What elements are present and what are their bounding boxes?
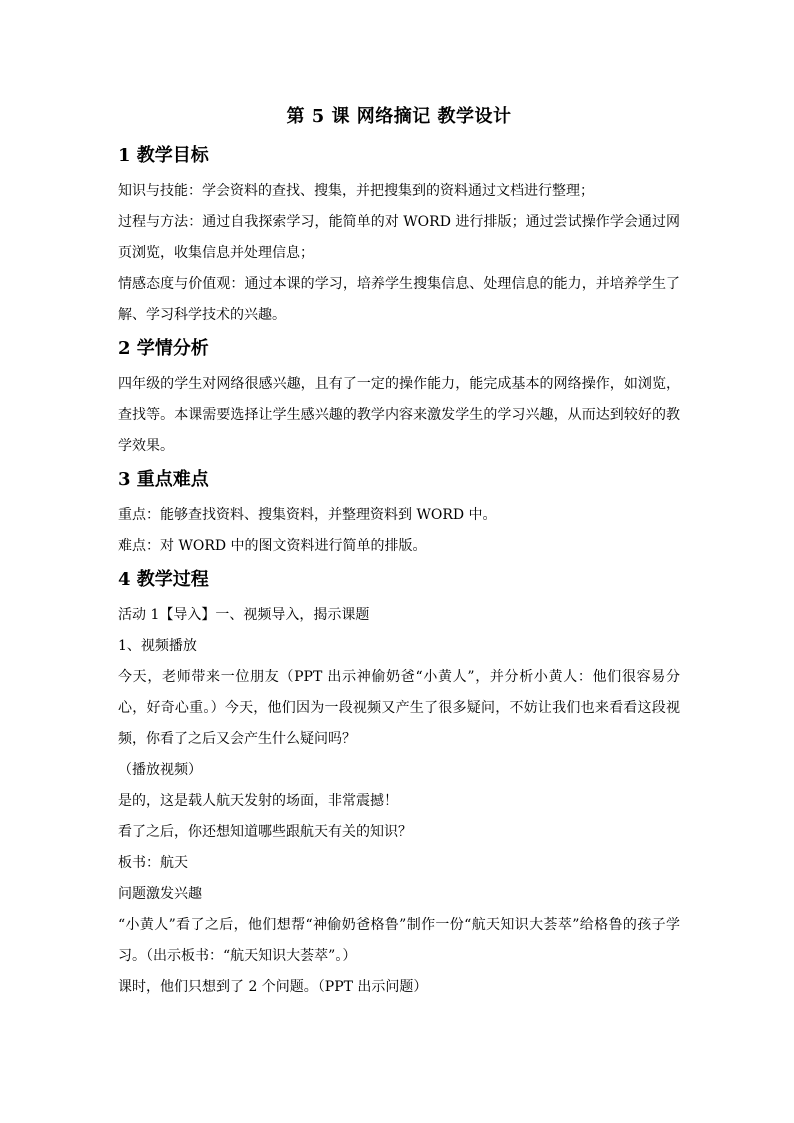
section xyxy=(118,566,680,1003)
section-heading: 2 学情分析 xyxy=(118,338,209,359)
sections-container xyxy=(118,142,680,1003)
paragraph: 问题激发兴趣 xyxy=(118,886,202,902)
section-heading: 1 教学目标 xyxy=(118,145,209,166)
paragraph: 四年级的学生对网络很感兴趣，且有了一定的操作能力，能完成基本的网络操作，如浏览，查找等。本课需要选择让学生感兴趣的教学内容来激发学生的学习兴趣，从而达到较好的教学效果。 xyxy=(118,376,680,454)
section xyxy=(118,466,680,562)
paragraph: （播放视频） xyxy=(118,762,202,778)
paragraph: 活动 1【导入】一、视频导入，揭示课题 xyxy=(118,607,370,623)
document-title: 第 5 课 网络摘记 教学设计 xyxy=(286,106,512,127)
section xyxy=(118,335,680,462)
section xyxy=(118,142,680,331)
paragraph: 情感态度与价值观：通过本课的学习，培养学生搜集信息、处理信息的能力，并培养学生了解、学习科学技术的兴趣。 xyxy=(118,276,680,323)
paragraph: 重点：能够查找资料、搜集资料，并整理资料到 WORD 中。 xyxy=(118,507,497,523)
paragraph: 看了之后，你还想知道哪些跟航天有关的知识？ xyxy=(118,824,412,840)
paragraph: 难点：对 WORD 中的图文资料进行简单的排版。 xyxy=(118,538,427,554)
paragraph: 过程与方法：通过自我探索学习，能简单的对 WORD 进行排版；通过尝试操作学会通过网页浏览，收集信息并处理信息； xyxy=(118,214,680,261)
paragraph: 课时，他们只想到了 2 个问题。（PPT 出示问题） xyxy=(118,979,428,995)
section-heading: 4 教学过程 xyxy=(118,569,209,590)
paragraph: “小黄人”看了之后，他们想帮“神偷奶爸格鲁”制作一份“航天知识大荟萃”给格鲁的孩子学习。（出示板书：“航天知识大荟萃”。） xyxy=(118,917,680,964)
paragraph: 是的，这是载人航天发射的场面，非常震撼！ xyxy=(118,793,398,809)
paragraph: 板书：航天 xyxy=(118,855,188,871)
section-heading: 3 重点难点 xyxy=(118,469,209,490)
paragraph: 1、视频播放 xyxy=(118,638,197,654)
document-body xyxy=(118,102,680,1007)
paragraph: 知识与技能：学会资料的查找、搜集，并把搜集到的资料通过文档进行整理； xyxy=(118,183,594,199)
paragraph: 今天，老师带来一位朋友（PPT 出示神偷奶爸“小黄人”，并分析小黄人：他们很容易分心，好奇心重。）今天，他们因为一段视频又产生了很多疑问，不妨让我们也来看看这段视频，你看了之后又会产生什么疑问吗？ xyxy=(118,669,680,747)
